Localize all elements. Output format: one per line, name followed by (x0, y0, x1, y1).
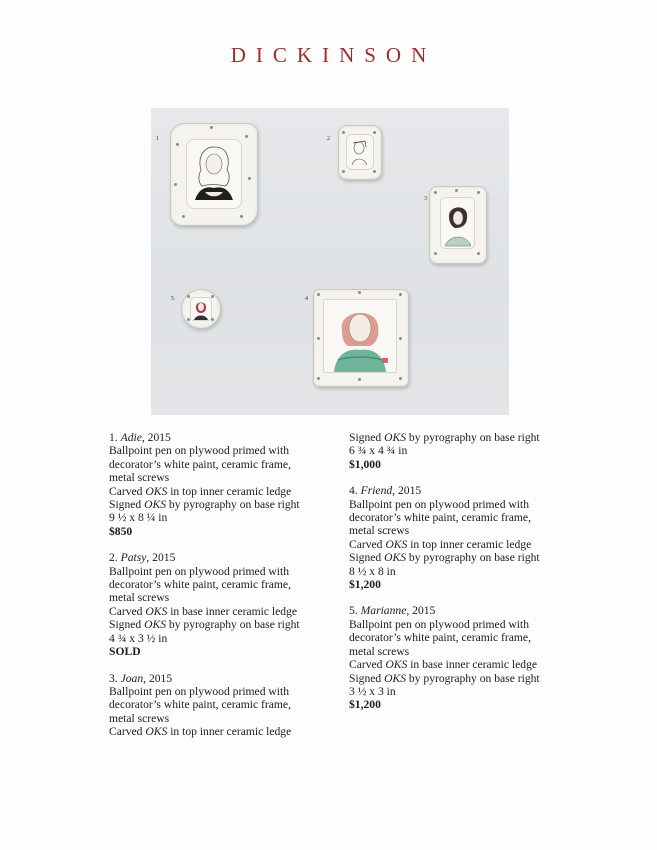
artwork-title: Patsy (120, 551, 147, 565)
artwork-friend (313, 289, 409, 387)
entry-title-line: 3. Joan, 2015 (109, 671, 173, 685)
dimensions: 8 ½ x 8 in (349, 564, 396, 578)
installation-photo (151, 108, 509, 415)
adie-drawing (187, 140, 241, 208)
medium-line: metal screws (109, 591, 170, 605)
medium-line: decorator’s white paint, ceramic frame, (109, 457, 291, 471)
artwork-adie (170, 123, 258, 226)
entry-marianne (349, 604, 579, 711)
medium-line: metal screws (349, 524, 410, 538)
entry-title-line: 5. Marianne, 2015 (349, 604, 436, 618)
dimensions: 4 ¾ x 3 ½ in (109, 631, 168, 645)
medium-line: decorator’s white paint, ceramic frame, (109, 578, 291, 592)
artwork-marianne (181, 289, 221, 329)
artwork-title: Marianne (360, 604, 407, 618)
signed-line: Signed OKS by pyrography on base right (349, 671, 540, 685)
entry-adie (109, 431, 334, 538)
medium-line: metal screws (109, 471, 170, 485)
medium-line: metal screws (349, 644, 410, 658)
signed-line: Signed OKS by pyrography on base right (349, 431, 540, 444)
carved-line: Carved OKS in base inner ceramic ledge (109, 604, 298, 618)
dimensions: 9 ½ x 8 ¼ in (109, 511, 168, 525)
photo-label-2: 2 (327, 136, 330, 142)
entry-title-line: 4. Friend, 2015 (349, 484, 422, 498)
carved-line: Carved OKS in top inner ceramic ledge (109, 725, 292, 739)
entry-patsy (109, 551, 334, 658)
entry-joan (109, 672, 334, 739)
entry-title-line: 1. Adie, 2015 (109, 431, 171, 444)
signed-line: Signed OKS by pyrography on base right (349, 551, 540, 565)
price: $1,200 (349, 698, 381, 712)
artwork-joan (429, 186, 487, 264)
carved-line: Carved OKS in top inner ceramic ledge (109, 484, 292, 498)
carved-line: Carved OKS in base inner ceramic ledge (349, 658, 538, 672)
carved-line: Carved OKS in top inner ceramic ledge (349, 537, 532, 551)
medium-line: Ballpoint pen on plywood primed with (109, 684, 290, 698)
entry-joan-continued (349, 431, 579, 471)
medium-line: decorator’s white paint, ceramic frame, (349, 631, 531, 645)
entry-friend (349, 484, 579, 591)
signed-line: Signed OKS by pyrography on base right (109, 498, 300, 512)
price: $850 (109, 524, 133, 538)
medium-line: decorator’s white paint, ceramic frame, (109, 698, 291, 712)
left-column (109, 431, 334, 752)
medium-line: Ballpoint pen on plywood primed with (109, 444, 290, 458)
photo-label-5: 5 (171, 296, 174, 302)
right-column (349, 431, 579, 725)
artwork-title: Joan (120, 671, 144, 685)
medium-line: Ballpoint pen on plywood primed with (109, 564, 290, 578)
medium-line: metal screws (109, 711, 170, 725)
medium-line: decorator’s white paint, ceramic frame, (349, 511, 531, 525)
photo-label-4: 4 (305, 296, 308, 302)
signed-line: Signed OKS by pyrography on base right (109, 618, 300, 632)
price: $1,000 (349, 457, 381, 471)
dimensions: 3 ½ x 3 in (349, 684, 396, 698)
artwork-title: Adie (120, 431, 142, 444)
photo-label-1: 1 (156, 136, 159, 142)
price: $1,200 (349, 578, 381, 592)
dimensions: 6 ¾ x 4 ¾ in (349, 444, 408, 458)
artwork-title: Friend (360, 484, 393, 498)
medium-line: Ballpoint pen on plywood primed with (349, 617, 530, 631)
medium-line: Ballpoint pen on plywood primed with (349, 497, 530, 511)
photo-label-3: 3 (424, 196, 427, 202)
entry-title-line: 2. Patsy, 2015 (109, 551, 176, 565)
artwork-patsy (338, 125, 382, 180)
gallery-brand-title: DICKINSON (230, 43, 437, 67)
price-sold: SOLD (109, 645, 141, 659)
